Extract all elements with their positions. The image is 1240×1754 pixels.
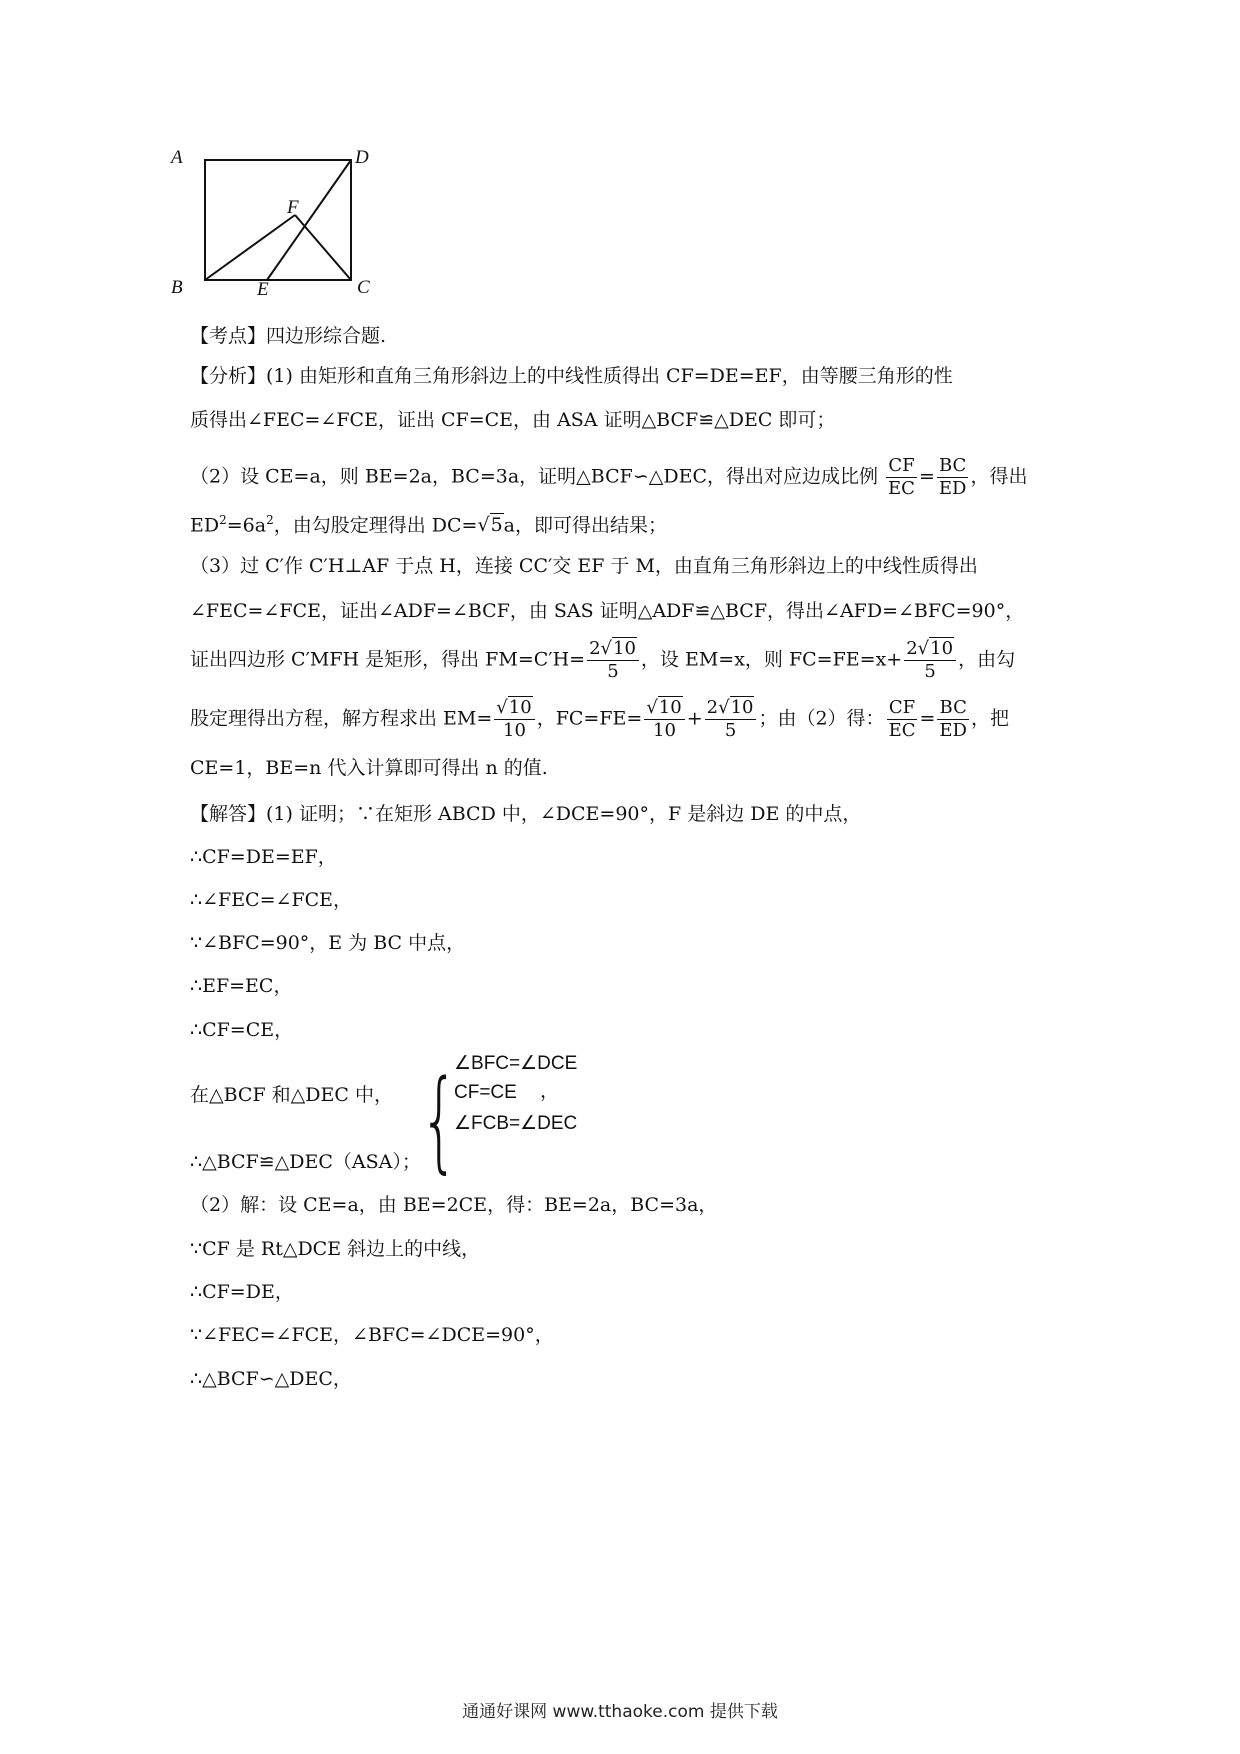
fenxi-line-1: 【分析】(1) 由矩形和直角三角形斜边上的中线性质得出 CF=DE=EF，由等腰三角形的性 <box>190 365 953 387</box>
jieda-line-10: ∵CF 是 Rt△DCE 斜边上的中线， <box>190 1238 481 1260</box>
fraction-2sqrt10-5-c: $\frac{2√10}{5}$ <box>705 697 757 742</box>
fenxi-line-5: （3）过 C′作 C′H⊥AF 于点 H，连接 CC′交 EF 于 M，由直角三角形斜边上的中线性质得出 <box>190 555 978 577</box>
fraction-sqrt10-10-b: $\frac{√10}{10}$ <box>644 697 684 742</box>
jieda-line-2: ∴CF=DE=EF， <box>190 846 337 868</box>
jieda-line-7: 在△BCF 和△DEC 中， <box>190 1084 393 1106</box>
jieda-line-4: ∵∠BFC=90°，E 为 BC 中点， <box>190 932 466 954</box>
jieda-line-1: 【解答】(1) 证明；∵在矩形 ABCD 中，∠DCE=90°，F 是斜边 DE 的中点， <box>190 803 862 825</box>
jieda-line-9: （2）解：设 CE=a，由 BE=2CE，得：BE=2a，BC=3a， <box>190 1194 718 1216</box>
jieda-line-11: ∴CF=DE， <box>190 1281 294 1303</box>
fraction-cf-ec: $\frac{CF}{EC}$ <box>888 455 915 499</box>
label-d: D <box>355 147 369 168</box>
fenxi-line-3-text: （2）设 CE=a，则 BE=2a，BC=3a，证明△BCF∽△DEC，得出对应边成比例 <box>190 465 878 488</box>
fenxi-line-9: CE=1，BE=n 代入计算即可得出 n 的值. <box>190 757 548 779</box>
rectangle-abcd <box>205 160 351 280</box>
brace-icon: { <box>420 1056 459 1184</box>
fenxi-line-6: ∠FEC=∠FCE，证出∠ADF=∠BCF，由 SAS 证明△ADF≌△BCF，得出∠AFD=∠BFC=90°， <box>190 600 1025 622</box>
system-comma: ， <box>540 1081 560 1102</box>
jieda-line-3: ∴∠FEC=∠FCE， <box>190 889 353 911</box>
fraction-bc-ed-b: $\frac{BC}{ED}$ <box>939 697 967 741</box>
sqrt-5: √5 <box>477 514 503 537</box>
fenxi-line-7: 证出四边形 C′MFH 是矩形，得出 FM=C′H= $\frac{2√10}{5}$ ，设 EM=x，则 FC=FE=x+ $\frac{2√10}{5}$ ，由勾 <box>190 638 1016 682</box>
segment-de <box>267 160 351 280</box>
system-row-2: CF=CE <box>454 1082 517 1103</box>
jieda-line-6: ∴CF=CE， <box>190 1019 294 1041</box>
page-footer: 通通好课网 www.tthaoke.com 提供下载 <box>462 1702 778 1722</box>
jieda-line-5: ∴EF=EC， <box>190 975 293 997</box>
label-e: E <box>257 279 269 300</box>
jieda-line-12: ∵∠FEC=∠FCE，∠BFC=∠DCE=90°， <box>190 1324 554 1346</box>
fraction-bc-ed: $\frac{BC}{ED}$ <box>938 455 967 499</box>
fraction-cf-ec-b: $\frac{CF}{EC}$ <box>888 697 916 741</box>
fenxi-line-4: $ED^2=6a^2$，由勾股定理得出 DC=√5a，即可得出结果； <box>190 505 1070 540</box>
label-c: C <box>357 277 370 298</box>
jieda-line-13: ∴△BCF∽△DEC， <box>190 1368 352 1390</box>
fenxi-line-2: 质得出∠FEC=∠FCE，证出 CF=CE，由 ASA 证明△BCF≌△DEC 即可； <box>190 409 836 431</box>
fraction-2sqrt10-5: $\frac{2√10}{5}$ <box>587 638 639 683</box>
kaodian-line: 【考点】四边形综合题. <box>190 325 387 347</box>
system-row-3: ∠FCB=∠DEC <box>454 1113 578 1134</box>
segment-bf <box>205 215 295 280</box>
fraction-sqrt10-10: $\frac{√10}{10}$ <box>494 697 534 742</box>
fenxi-line-3: （2）设 CE=a，则 BE=2a，BC=3a，证明△BCF∽△DEC，得出对应边成比例 $\frac{CF}{EC}$ = $\frac{BC}{ED}$ ，得出 <box>190 455 1028 499</box>
jieda-line-8: ∴△BCF≌△DEC（ASA）； <box>190 1151 421 1173</box>
label-f: F <box>287 197 299 218</box>
segment-fc <box>295 215 351 280</box>
system-row-1: ∠BFC=∠DCE <box>454 1053 578 1074</box>
fenxi-line-8: 股定理得出方程，解方程求出 EM= $\frac{√10}{10}$ ，FC=FE= $\frac{√10}{10}$ + $\frac{2√10}{5}$ ；由（2）得： $\frac{CF}{EC}$ = $\frac{BC}{ED}$ ，把 <box>190 697 1009 741</box>
fraction-2sqrt10-5-b: $\frac{2√10}{5}$ <box>904 638 956 683</box>
geometry-figure <box>171 147 405 330</box>
label-a: A <box>171 147 183 168</box>
label-b: B <box>171 277 183 298</box>
